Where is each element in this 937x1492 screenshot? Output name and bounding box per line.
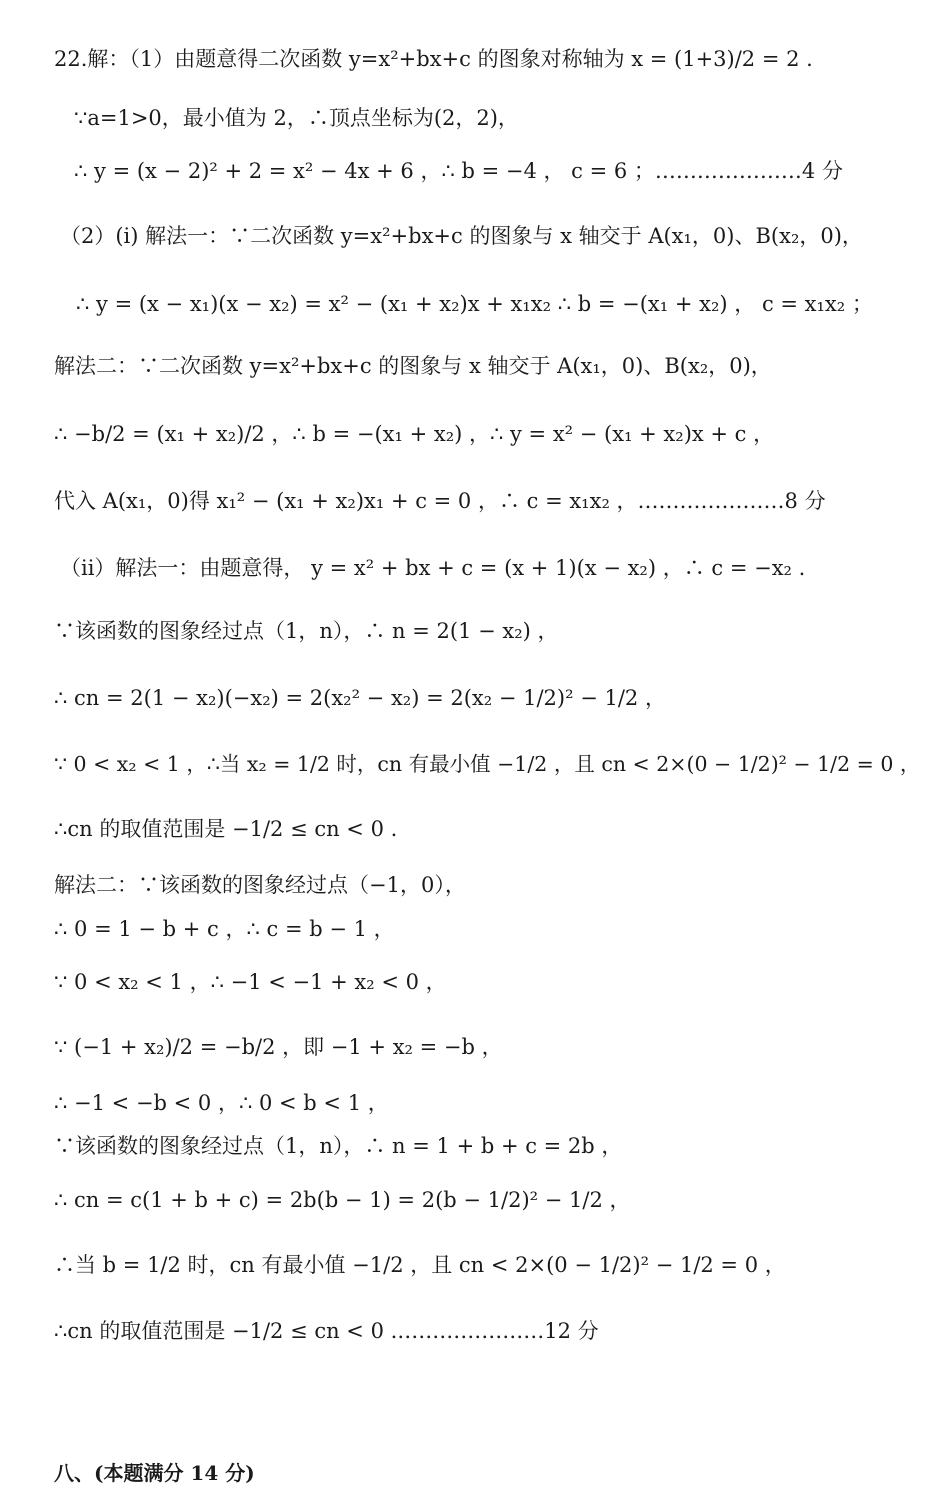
solution-line-5: ∴ y = (x − x₁)(x − x₂) = x² − (x₁ + x₂)x + x₁x₂ ∴ b = −(x₁ + x₂) ， c = x₁x₂ ； bbox=[76, 292, 873, 316]
solution-line-10: ∵该函数的图象经过点（1，n），∴ n = 2(1 − x₂) ， bbox=[54, 619, 559, 643]
solution-line-11: ∴ cn = 2(1 − x₂)(−x₂) = 2(x₂² − x₂) = 2(x₂ − 1/2)² − 1/2 ， bbox=[54, 686, 666, 710]
solution-line-6: 解法二：∵二次函数 y=x²+bx+c 的图象与 x 轴交于 A(x₁，0)、B(x₂，0)， bbox=[54, 354, 772, 378]
solution-line-3: ∴ y = (x − 2)² + 2 = x² − 4x + 6 ，∴ b = −4 ， c = 6 ；…………………4 分 bbox=[74, 159, 843, 183]
solution-line-16: ∵ 0 < x₂ < 1 ，∴ −1 < −1 + x₂ < 0 ， bbox=[54, 970, 447, 994]
solution-line-2: ∵a=1>0，最小值为 2，∴顶点坐标为(2，2)， bbox=[74, 106, 519, 130]
solution-line-1: 22.解：（1）由题意得二次函数 y=x²+bx+c 的图象对称轴为 x = (1+3)/2 = 2 . bbox=[54, 47, 813, 71]
solution-line-17: ∵ (−1 + x₂)/2 = −b/2 ，即 −1 + x₂ = −b ， bbox=[54, 1035, 503, 1059]
solution-line-18: ∴ −1 < −b < 0 ，∴ 0 < b < 1 ， bbox=[54, 1091, 389, 1115]
solution-line-9: （ii）解法一：由题意得， y = x² + bx + c = (x + 1)(x − x₂) ，∴ c = −x₂ . bbox=[60, 556, 806, 580]
solution-line-4: （2）(i) 解法一：∵二次函数 y=x²+bx+c 的图象与 x 轴交于 A(x₁，0)、B(x₂，0)， bbox=[60, 224, 863, 248]
solution-line-19: ∵该函数的图象经过点（1，n），∴ n = 1 + b + c = 2b ， bbox=[54, 1134, 623, 1158]
solution-line-20: ∴ cn = c(1 + b + c) = 2b(b − 1) = 2(b − 1/2)² − 1/2 ， bbox=[54, 1188, 631, 1212]
solution-line-8: 代入 A(x₁，0)得 x₁² − (x₁ + x₂)x₁ + c = 0 ，∴ c = x₁x₂ ，…………………8 分 bbox=[54, 489, 826, 513]
solution-line-21: ∴当 b = 1/2 时，cn 有最小值 −1/2 ，且 cn < 2×(0 − 1/2)² − 1/2 = 0 ， bbox=[54, 1253, 786, 1277]
solution-line-15: ∴ 0 = 1 − b + c ，∴ c = b − 1 ， bbox=[54, 917, 395, 941]
solution-line-13: ∴cn 的取值范围是 −1/2 ≤ cn < 0 . bbox=[54, 817, 398, 841]
solution-line-22: ∴cn 的取值范围是 −1/2 ≤ cn < 0 .…………………12 分 bbox=[54, 1319, 599, 1343]
solution-line-12: ∵ 0 < x₂ < 1 ，∴当 x₂ = 1/2 时，cn 有最小值 −1/2 ，且 cn < 2×(0 − 1/2)² − 1/2 = 0 ， bbox=[54, 752, 921, 776]
solution-line-7: ∴ −b/2 = (x₁ + x₂)/2 ，∴ b = −(x₁ + x₂) ，∴ y = x² − (x₁ + x₂)x + c ， bbox=[54, 422, 775, 446]
section-heading: 八、(本题满分 14 分) bbox=[54, 1461, 255, 1485]
solution-line-14: 解法二：∵该函数的图象经过点（−1，0）， bbox=[54, 873, 466, 897]
